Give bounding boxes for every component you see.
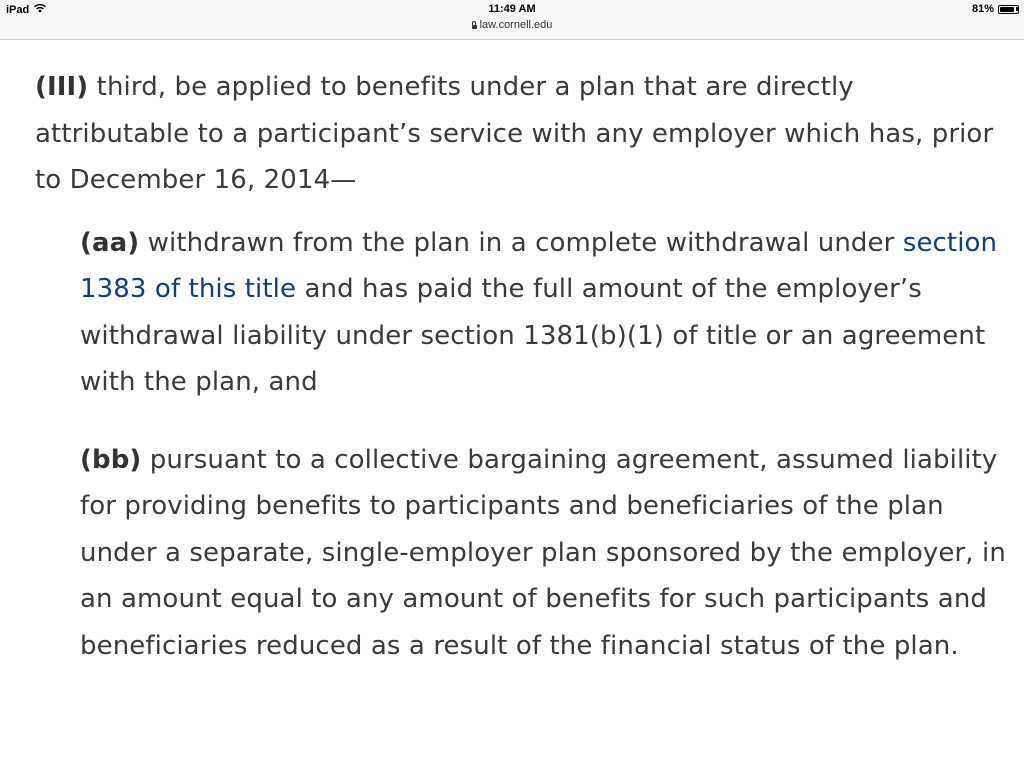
subclause-text: pursuant to a collective bargaining agreement, assumed liability for providing benefits to participants and beneficiaries of the plan under a separate, single-employer plan sponsored by the employer, in an amount equal to any amount of benefits for such participants and beneficiaries reduced as a result of the financial status of the plan. (80, 444, 1006, 661)
status-bar (0, 0, 1024, 40)
clock: 11:49 AM (488, 3, 536, 15)
clause-text: third, be applied to benefits under a plan that are directly attributable to a participant’s service with any employer which has, prior to December 16, 2014— (35, 72, 994, 195)
battery-percent: 81% (971, 3, 994, 15)
address-bar[interactable] (0, 19, 1024, 31)
subclause-text: withdrawn from the plan in a complete withdrawal under (139, 227, 903, 258)
battery-level-fill (1000, 7, 1014, 12)
clause-marker: (III) (35, 72, 89, 102)
status-right (972, 3, 1018, 15)
battery-icon (998, 5, 1018, 14)
subclause-marker: (aa) (80, 227, 140, 258)
subclause-bb (80, 437, 1010, 670)
device-label: iPad (6, 3, 30, 16)
section-1383-link[interactable]: section 1383 of this title (80, 227, 998, 304)
clause-iii (35, 64, 1010, 204)
subclause-aa (80, 220, 1010, 406)
subclause-marker: (bb) (80, 444, 142, 475)
statute-text (35, 64, 1010, 669)
url-text[interactable]: law.cornell.edu (479, 19, 553, 31)
subclause-text-continued: and has paid the full amount of the employer’s withdrawal liability under section 1381(b)(1) of title or an agreement with the plan, and (80, 274, 986, 397)
lock-icon (472, 25, 477, 29)
